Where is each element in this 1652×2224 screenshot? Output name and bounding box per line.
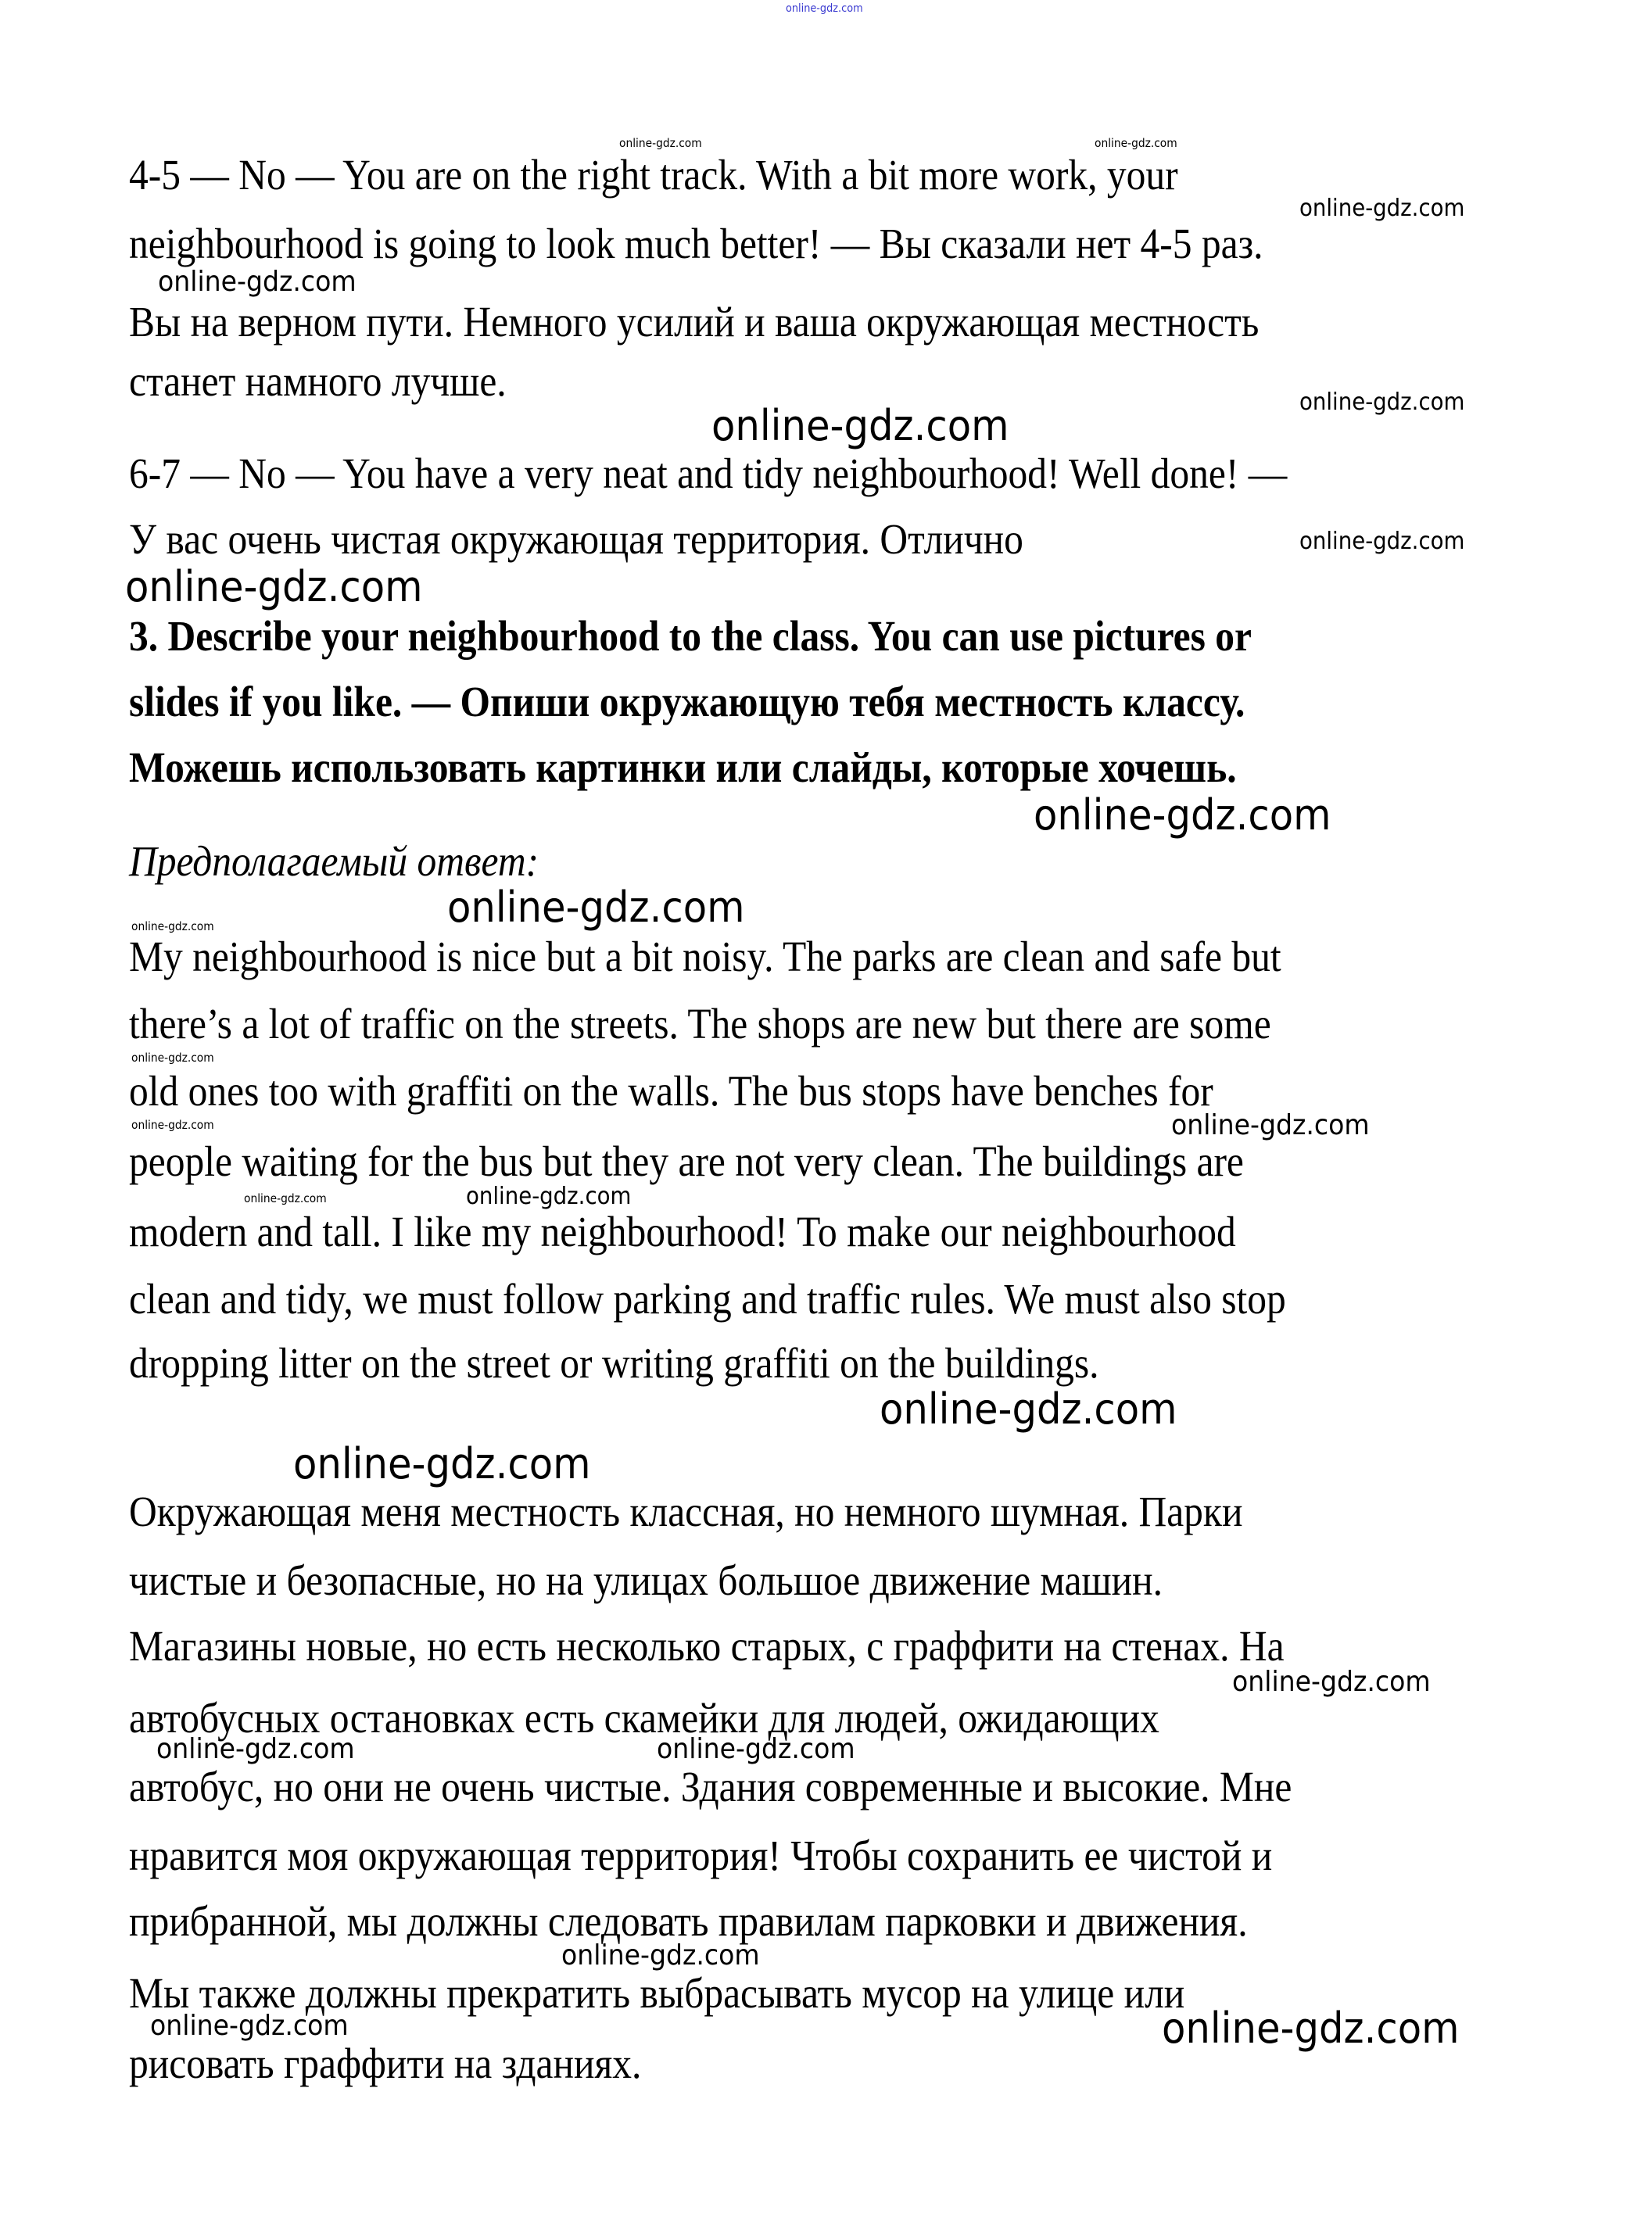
- watermark: online-gdz.com: [1034, 790, 1331, 840]
- text-line: My neighbourhood is nice but a bit noisy. The parks are clean and safe but: [129, 933, 1281, 980]
- answer-label: Предполагаемый ответ:: [129, 837, 539, 885]
- watermark: online-gdz.com: [131, 919, 214, 933]
- text-line: old ones too with graffiti on the walls. The bus stops have benches for: [129, 1067, 1213, 1115]
- watermark: online-gdz.com: [657, 1733, 855, 1765]
- watermark: online-gdz.com: [1162, 2004, 1460, 2053]
- task-heading: slides if you like. — Опиши окружающую тебя местность классу.: [129, 678, 1245, 725]
- text-line: 6-7 — No — You have a very neat and tidy neighbourhood! Well done! —: [129, 449, 1288, 497]
- text-line: Вы на верном пути. Немного усилий и ваша окружающая местность: [129, 298, 1260, 346]
- watermark: online-gdz.com: [880, 1384, 1177, 1434]
- watermark: online-gdz.com: [125, 562, 423, 611]
- text-line: станет намного лучше.: [129, 357, 507, 405]
- header-watermark: online-gdz.com: [786, 2, 863, 15]
- watermark: online-gdz.com: [131, 1051, 214, 1065]
- watermark: online-gdz.com: [158, 266, 357, 298]
- watermark: online-gdz.com: [293, 1439, 591, 1488]
- text-line: чистые и безопасные, но на улицах большое движение машин.: [129, 1556, 1163, 1604]
- watermark: online-gdz.com: [447, 883, 745, 932]
- watermark: online-gdz.com: [150, 2010, 349, 2042]
- watermark: online-gdz.com: [131, 1118, 214, 1132]
- watermark: online-gdz.com: [1299, 389, 1465, 416]
- watermark: online-gdz.com: [1299, 195, 1465, 222]
- watermark: online-gdz.com: [1171, 1109, 1370, 1141]
- watermark: online-gdz.com: [1232, 1666, 1431, 1698]
- watermark: online-gdz.com: [244, 1191, 327, 1205]
- watermark: online-gdz.com: [466, 1183, 632, 1210]
- text-line: modern and tall. I like my neighbourhood! To make our neighbourhood: [129, 1208, 1236, 1255]
- text-line: нравится моя окружающая территория! Чтобы сохранить ее чистой и: [129, 1832, 1273, 1879]
- task-heading: 3. Describe your neighbourhood to the class. You can use pictures or: [129, 612, 1252, 660]
- text-line: Окружающая меня местность классная, но немного шумная. Парки: [129, 1488, 1243, 1535]
- text-line: there’s a lot of traffic on the streets. The shops are new but there are some: [129, 1000, 1271, 1048]
- text-line: автобус, но они не очень чистые. Здания современные и высокие. Мне: [129, 1763, 1292, 1810]
- text-line: прибранной, мы должны следовать правилам парковки и движения.: [129, 1897, 1248, 1945]
- watermark: online-gdz.com: [561, 1939, 760, 1972]
- text-line: 4-5 — No — You are on the right track. With a bit more work, your: [129, 151, 1178, 199]
- text-line: dropping litter on the street or writing graffiti on the buildings.: [129, 1339, 1099, 1387]
- watermark: online-gdz.com: [1095, 136, 1177, 150]
- text-line: автобусных остановках есть скамейки для людей, ожидающих: [129, 1694, 1159, 1742]
- text-line: people waiting for the bus but they are not very clean. The buildings are: [129, 1137, 1244, 1185]
- text-line: clean and tidy, we must follow parking and traffic rules. We must also stop: [129, 1275, 1286, 1323]
- watermark: online-gdz.com: [1299, 528, 1465, 555]
- task-heading: Можешь использовать картинки или слайды, которые хочешь.: [129, 743, 1237, 791]
- watermark: online-gdz.com: [711, 401, 1009, 450]
- watermark: online-gdz.com: [156, 1733, 355, 1765]
- text-line: neighbourhood is going to look much better! — Вы сказали нет 4-5 раз.: [129, 220, 1263, 267]
- text-line: У вас очень чистая окружающая территория. Отлично: [129, 515, 1023, 563]
- watermark: online-gdz.com: [619, 136, 702, 150]
- text-line: Магазины новые, но есть несколько старых, с граффити на стенах. На: [129, 1622, 1285, 1670]
- text-line: рисовать граффити на зданиях.: [129, 2040, 642, 2087]
- text-line: Мы также должны прекратить выбрасывать мусор на улице или: [129, 1969, 1185, 2017]
